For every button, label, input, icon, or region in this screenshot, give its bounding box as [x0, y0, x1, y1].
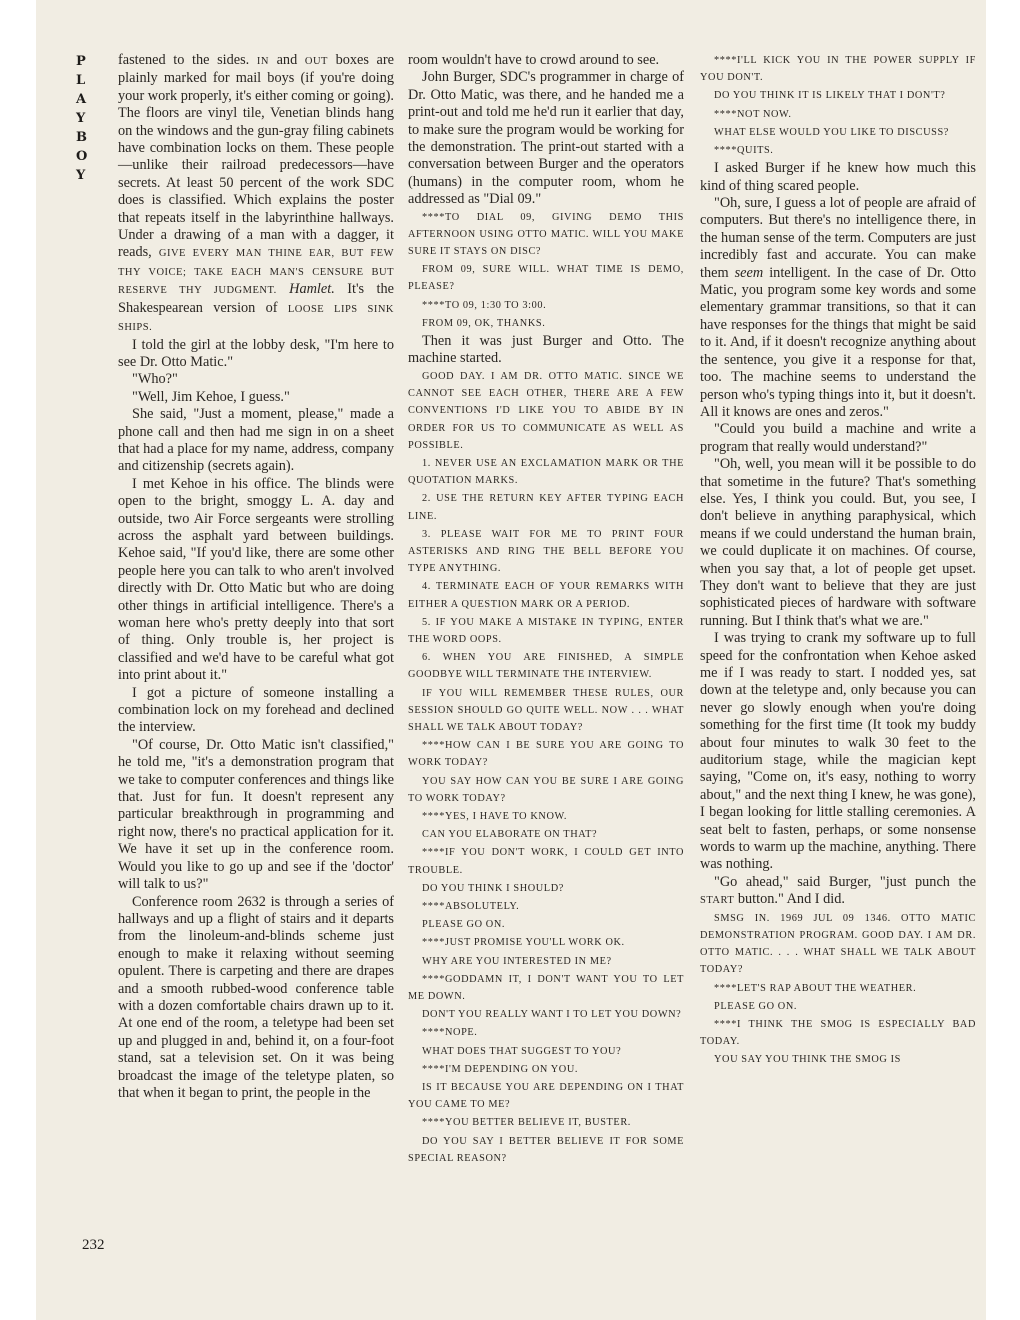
paragraph-text: It's the Shakespearean version of [118, 281, 394, 316]
body-paragraph [118, 476, 394, 685]
teletype-line: DO YOU THINK I SHOULD? [422, 882, 564, 894]
paragraph-text: room wouldn't have to crowd around to see. [408, 52, 660, 68]
paragraph-text: I got a picture of someone installing a combination lock on my forehead and declined the interview. [118, 684, 394, 736]
magazine-name-letter: Y [76, 168, 95, 183]
body-paragraph [118, 52, 394, 337]
magazine-name [76, 52, 97, 185]
body-paragraph [118, 894, 394, 1103]
body-paragraph [408, 333, 684, 368]
paragraph-text: Conference room 2632 is through a series of hallways and up a flight of stairs and it departs from the linoleum-and-blinds scheme just enough to make it relaxing without seeming opulent. There is carpeting and there are drapes and a smooth rubbed-wood conference table with a dozen comfortable chairs drawn up to it. At one end of the room, a teletype had been set up and plugged in and, behind it, on a four-foot stand, sat a television set. On it was being broadcast the image of the teletype platen, so that when it began to print, the people in the [118, 893, 394, 1101]
teletype-line: DO YOU SAY I BETTER BELIEVE IT FOR SOME SPECIAL REASON? [408, 1135, 684, 1164]
paragraph-text: "Oh, well, you mean will it be possible to do that sometime in the future? That's something else. Yes, I think you could. But, you see, I don't believe in anything paraphysical, which means if we could understand the human brain, we could duplicate it on machines. Of course, when you say that, a lot of people get upset. They don't want to believe that they are just sophisticated pieces of hardware with software running. But I think that's what we are." [700, 456, 976, 629]
paragraph-text: intelligent. In the case of Dr. Otto Matic, you program some key words and some elementary grammar transitions, so that it can have responses for the things that might be said to it. And, if it doesn't recognize anything about the sentence, you give it a response for that, too. The machine seems to understand the person who's typing things into it, but it doesn't. All it knows are ones and zeros." [700, 264, 976, 420]
teletype-line: WHY ARE YOU INTERESTED IN ME? [422, 955, 612, 967]
paragraph-text: Then it was just Burger and Otto. The machine started. [408, 333, 684, 367]
paragraph-text [277, 281, 289, 297]
teletype-line: DO YOU THINK IT IS LIKELY THAT I DON'T? [714, 90, 946, 102]
text-column-2 [408, 52, 684, 1168]
magazine-name-letter: L [76, 73, 95, 88]
magazine-name-letter: P [76, 54, 95, 69]
paragraph-text: boxes are plainly marked for mail boys (if you're doing your work properly, it's either coming or going). The floors are vinyl tile, Venetian blinds hang on the windows and the gun-gray filing cabinets have combination locks on them. These people—unlike their railroad predecessors—have secrets. At least 50 percent of the work SDC does is classified. Which explains the poster that repeats itself in the labyrinthine hallways. Under a drawing of a man with a dagger, it reads, [118, 52, 395, 261]
teletype-line: ****NOPE. [422, 1027, 478, 1039]
teletype-line: 2. USE THE RETURN KEY AFTER TYPING EACH LINE. [408, 493, 684, 522]
paragraph-text: I met Kehoe in his office. The blinds were open to the bright, smoggy L. A. day and outside, two Air Force sergeants were strolling across the asphalt yard between buildings. Kehoe said, "If you'd like, there are some other people here you can talk to who aren't involved directly with Dr. Otto Matic but who are doing other things in artificial intelligence. There's a woman here who's pretty deeply into that sort of thing. Only trouble is, her project is classified and we'd have to be careful what got into print about it." [118, 475, 394, 684]
paragraph-text: "Of course, Dr. Otto Matic isn't classified," he told me, "it's a demonstration program that we take to computer conferences and things like that. Just for fun. It doesn't represent any particular breakthrough in programming and right now, there's no practical application for it. We have it set up in the conference room. Would you like to go up and see if the 'doctor' will talk to us?" [118, 736, 394, 893]
small-caps-text: OUT [304, 56, 328, 67]
body-paragraph [700, 160, 976, 195]
page-number: 232 [82, 1237, 105, 1253]
teletype-line: 1. NEVER USE AN EXCLAMATION MARK OR THE QUOTATION MARKS. [408, 457, 684, 487]
paragraph-text: and [268, 52, 305, 68]
teletype-line: ****IF YOU DON'T WORK, I COULD GET INTO TROUBLE. [408, 847, 684, 876]
teletype-line: ****HOW CAN I BE SURE YOU ARE GOING TO WORK TODAY? [408, 740, 684, 769]
teletype-line: GOOD DAY. I AM DR. OTTO MATIC. SINCE WE CANNOT SEE EACH OTHER, THERE ARE A FEW CONVENTIONS I'D LIKE YOU TO ABIDE BY IN ORDER FOR US TO COMMUNICATE AS WELL AS POSSIBLE. [408, 370, 684, 451]
teletype-line: ****NOT NOW. [714, 108, 792, 120]
teletype-line: SMSG IN. 1969 JUL 09 1346. OTTO MATIC DEMONSTRATION PROGRAM. GOOD DAY. I AM DR. OTTO MATIC. . . . WHAT SHALL WE TALK ABOUT TODAY? [700, 912, 976, 976]
body-paragraph [700, 630, 976, 874]
teletype-line: PLEASE GO ON. [714, 1000, 798, 1012]
paragraph-text: fastened to the sides. [118, 52, 257, 68]
teletype-line: ****I THINK THE SMOG IS ESPECIALLY BAD TODAY. [700, 1018, 976, 1048]
paragraph-text: I told the girl at the lobby desk, "I'm here to see Dr. Otto Matic." [118, 336, 394, 370]
magazine-name-letter: B [76, 130, 96, 145]
magazine-page [36, 0, 986, 1320]
paragraph-text: John Burger, SDC's programmer in charge of Dr. Otto Matic, was there, and he handed me a print-out and told me he'd run it earlier that day, to make sure the program would be working for the demonstration. The print-out started with a conversation between Burger and the operators (humans) in the computer room, whom he addressed as "Dial 09." [408, 69, 684, 208]
body-paragraph [118, 406, 394, 476]
paragraph-text: "Could you build a machine and write a program that really would understand?" [700, 421, 976, 455]
teletype-line: ****QUITS. [714, 145, 774, 157]
body-paragraph [118, 337, 394, 372]
text-column-1 [118, 52, 394, 1102]
teletype-line: IF YOU WILL REMEMBER THESE RULES, OUR SESSION SHOULD GO QUITE WELL. NOW . . . WHAT SHALL WE TALK ABOUT TODAY? [408, 687, 684, 733]
teletype-line: WHAT DOES THAT SUGGEST TO YOU? [422, 1045, 622, 1057]
paragraph-text: "Oh, sure, I guess a lot of people are afraid of computers. But there's no intelligence there, in the human sense of the term. Computers are just incredibly fast and accurate. You can make them [700, 195, 976, 281]
teletype-line: ****GODDAMN IT, I DON'T WANT YOU TO LET ME DOWN. [408, 973, 684, 1002]
teletype-line: ****JUST PROMISE YOU'LL WORK OK. [422, 937, 625, 949]
magazine-name-letter: O [76, 149, 97, 164]
magazine-name-letter: Y [76, 111, 95, 126]
teletype-line: DON'T YOU REALLY WANT I TO LET YOU DOWN? [422, 1009, 682, 1021]
teletype-line: 3. PLEASE WAIT FOR ME TO PRINT FOUR ASTERISKS AND RING THE BELL BEFORE YOU TYPE ANYTHING. [408, 528, 684, 575]
small-caps-text: START [700, 895, 735, 907]
small-caps-text: GIVE EVERY MAN THINE EAR, BUT FEW THY VOICE; TAKE EACH MAN'S CENSURE BUT RESERVE THY JUDGMENT. [118, 248, 394, 297]
paragraph-text: "Who?" [132, 371, 178, 388]
body-paragraph [118, 371, 394, 388]
small-caps-text: IN [256, 56, 269, 67]
body-paragraph [118, 737, 394, 894]
paragraph-text: "Well, Jim Kehoe, I guess." [132, 388, 290, 405]
teletype-line: YOU SAY YOU THINK THE SMOG IS [714, 1054, 901, 1066]
italic-text: Hamlet. [289, 281, 335, 298]
body-paragraph [408, 52, 684, 69]
teletype-line: ****TO DIAL 09, GIVING DEMO THIS AFTERNOON USING OTTO MATIC. WILL YOU MAKE SURE IT STAYS ON DISC? [408, 211, 684, 258]
teletype-line: ****LET'S RAP ABOUT THE WEATHER. [714, 982, 917, 994]
teletype-line: 5. IF YOU MAKE A MISTAKE IN TYPING, ENTER THE WORD OOPS. [408, 616, 684, 645]
body-paragraph [700, 874, 976, 910]
body-paragraph [118, 685, 394, 737]
teletype-line: ****YOU BETTER BELIEVE IT, BUSTER. [422, 1117, 631, 1129]
teletype-line: 6. WHEN YOU ARE FINISHED, A SIMPLE GOODBYE WILL TERMINATE THE INTERVIEW. [408, 652, 684, 681]
teletype-line: WHAT ELSE WOULD YOU LIKE TO DISCUSS? [714, 126, 949, 138]
teletype-line: FROM 09, SURE WILL. WHAT TIME IS DEMO, PLEASE? [408, 264, 684, 293]
teletype-line: 4. TERMINATE EACH OF YOUR REMARKS WITH EITHER A QUESTION MARK OR A PERIOD. [408, 581, 684, 610]
teletype-line: IS IT BECAUSE YOU ARE DEPENDING ON I THAT YOU CAME TO ME? [408, 1082, 684, 1111]
body-paragraph [700, 456, 976, 630]
body-paragraph [700, 195, 976, 421]
paragraph-text: button." And I did. [734, 891, 845, 908]
teletype-line: CAN YOU ELABORATE ON THAT? [422, 829, 598, 841]
body-paragraph [118, 389, 394, 406]
text-column-3 [700, 52, 976, 1070]
body-paragraph [408, 69, 684, 208]
teletype-line: YOU SAY HOW CAN YOU BE SURE I ARE GOING TO WORK TODAY? [408, 775, 684, 804]
paragraph-text: She said, "Just a moment, please," made a phone call and then had me sign in on a sheet that had a place for my name, address, company and citizenship (secrets again). [118, 406, 394, 475]
paragraph-text: I asked Burger if he knew how much this kind of thing scared people. [700, 160, 976, 194]
teletype-line: FROM 09, OK, THANKS. [422, 317, 546, 329]
body-paragraph [700, 421, 976, 456]
paragraph-text: I was trying to crank my software up to full speed for the confrontation when Kehoe asked me if I was ready to start. I nodded yes, sat down at the teletype and, only because you can never go slowly enough when you're doing something for the first time (It took my buddy about four minutes to walk 30 feet to the auditorium stage, while the magician kept saying, "Come on, it's easy, nothing to worry about," and the next thing I knew, he was gone), I began looking for little stalling ceremonies. A seat belt to fasten, perhaps, or some nonsense words to warm up the machine, anything. There was nothing. [700, 630, 976, 873]
small-caps-text: LOOSE LIPS SINK SHIPS. [118, 303, 394, 334]
paragraph-text: "Go ahead," said Burger, "just punch the [714, 873, 976, 890]
teletype-line: ****ABSOLUTELY. [422, 900, 520, 912]
teletype-line: ****I'LL KICK YOU IN THE POWER SUPPLY IF YOU DON'T. [700, 55, 976, 84]
teletype-line: ****YES, I HAVE TO KNOW. [422, 810, 568, 822]
teletype-line: ****I'M DEPENDING ON YOU. [422, 1063, 579, 1075]
teletype-line: PLEASE GO ON. [422, 919, 506, 931]
magazine-name-letter: A [76, 92, 96, 107]
teletype-line: ****TO 09, 1:30 TO 3:00. [422, 299, 547, 311]
italic-text: seem [734, 264, 764, 281]
